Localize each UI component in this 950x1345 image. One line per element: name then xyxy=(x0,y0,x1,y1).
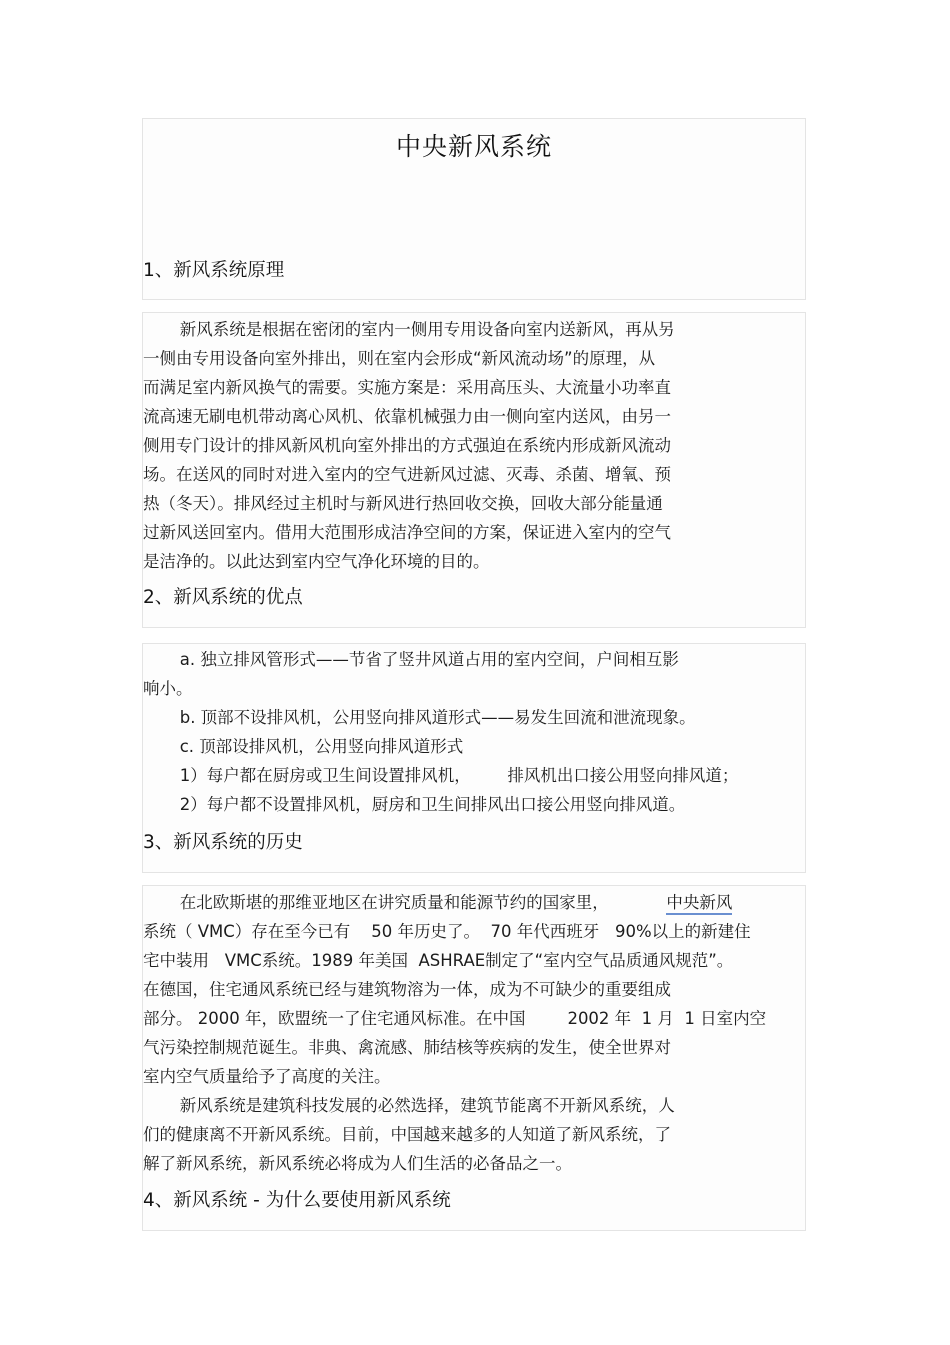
paragraph-line: 是洁净的。以此达到室内空气净化环境的目的。 xyxy=(143,552,490,571)
section-2-list xyxy=(143,645,738,819)
paragraph-line: 新风系统是根据在密闭的室内一侧用专用设备向室内送新风，再从另 xyxy=(143,320,675,339)
paragraph-line: 流高速无刷电机带动离心风机、依靠机械强力由一侧向室内送风，由另一 xyxy=(143,407,671,426)
list-item: b. 顶部不设排风机，公用竖向排风道形式——易发生回流和泄流现象。 xyxy=(143,708,696,727)
paragraph-line xyxy=(143,888,766,917)
list-item: 1）每户都在厨房或卫生间设置排风机， 排风机出口接公用竖向排风道； xyxy=(143,766,739,785)
section-heading-2: 2、新风系统的优点 xyxy=(143,587,303,608)
list-item: c. 顶部设排风机，公用竖向排风道形式 xyxy=(143,737,464,756)
paragraph-text: 在北欧斯堪的那维亚地区在讲究质量和能源节约的国家里， xyxy=(143,893,667,912)
central-fresh-air-link[interactable]: 中央新风 xyxy=(666,893,732,915)
section-1-paragraph xyxy=(143,315,675,576)
paragraph-line: 而满足室内新风换气的需要。实施方案是：采用高压头、大流量小功率直 xyxy=(143,378,671,397)
list-item: 响小。 xyxy=(143,679,193,698)
paragraph-line: 新风系统是建筑科技发展的必然选择，建筑节能离不开新风系统，人 xyxy=(143,1096,675,1115)
list-item: 2）每户都不设置排风机，厨房和卫生间排风出口接公用竖向排风道。 xyxy=(143,795,686,814)
paragraph-line: 在德国，住宅通风系统已经与建筑物溶为一体，成为不可缺少的重要组成 xyxy=(143,980,671,999)
paragraph-line: 解了新风系统，新风系统必将成为人们生活的必备品之一。 xyxy=(143,1154,572,1173)
paragraph-line: 过新风送回室内。借用大范围形成洁净空间的方案，保证进入室内的空气 xyxy=(143,523,671,542)
section-heading-4: 4、新风系统 - 为什么要使用新风系统 xyxy=(143,1190,451,1211)
document-title: 中央新风系统 xyxy=(395,132,552,161)
paragraph-line: 一侧由专用设备向室外排出，则在室内会形成“新风流动场”的原理，从 xyxy=(143,349,656,368)
section-heading-3: 3、新风系统的历史 xyxy=(143,832,303,853)
section-3-paragraph xyxy=(143,888,766,1178)
paragraph-line: 室内空气质量给予了高度的关注。 xyxy=(143,1067,391,1086)
section-heading-1: 1、新风系统原理 xyxy=(143,260,285,281)
section-1-block xyxy=(142,312,806,628)
section-2-block xyxy=(142,643,806,873)
paragraph-line: 气污染控制规范诞生。非典、禽流感、肺结核等疾病的发生，使全世界对 xyxy=(143,1038,671,1057)
list-item: a. 独立排风管形式——节省了竖井风道占用的室内空间，户间相互影 xyxy=(143,650,679,669)
paragraph-line: 侧用专门设计的排风新风机向室外排出的方式强迫在系统内形成新风流动 xyxy=(143,436,671,455)
paragraph-line: 部分。 2000 年，欧盟统一了住宅通风标准。在中国 2002 年 1 月 1 日室内空 xyxy=(143,1009,767,1028)
paragraph-line: 系统（ VMC）存在至今已有 50 年历史了。 70 年代西班牙 90%以上的新建住 xyxy=(143,922,751,941)
paragraph-line: 热（冬天）。排风经过主机时与新风进行热回收交换，回收大部分能量通 xyxy=(143,494,663,513)
title-block xyxy=(142,118,806,300)
paragraph-line: 们的健康离不开新风系统。目前，中国越来越多的人知道了新风系统，了 xyxy=(143,1125,671,1144)
section-3-block xyxy=(142,885,806,1231)
paragraph-line: 宅中装用 VMC系统。1989 年美国 ASHRAE制定了“室内空气品质通风规范”。 xyxy=(143,951,734,970)
paragraph-line: 场。在送风的同时对进入室内的空气进新风过滤、灭毒、杀菌、增氧、预 xyxy=(143,465,671,484)
